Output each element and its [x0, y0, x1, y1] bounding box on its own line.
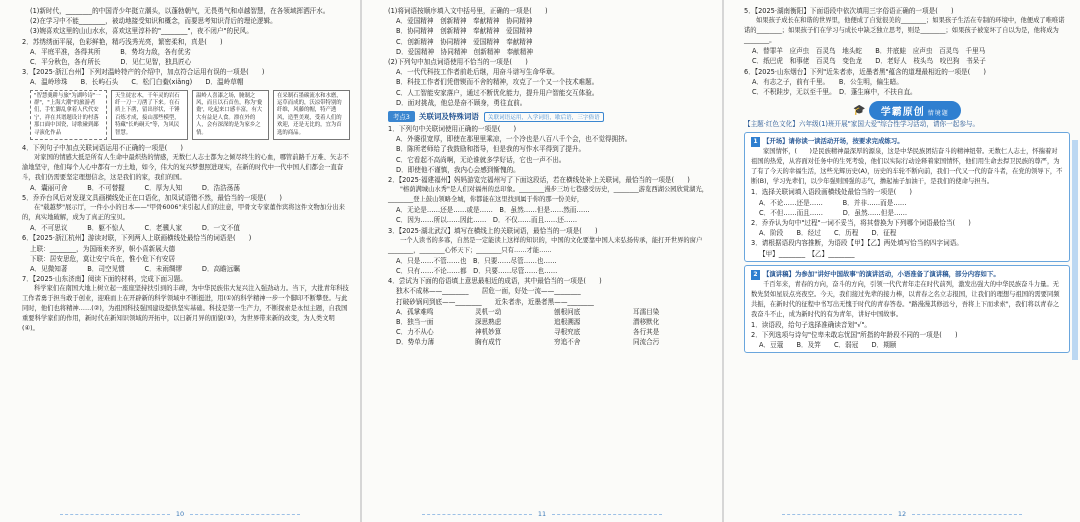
- option-row: C．人工智能安家落户，通过不断优化能力，提升用户智能交互体验。: [396, 88, 599, 97]
- section-title: 关联词及特殊词语: [418, 112, 479, 122]
- question-4: 4．下列句子中加点关联词语运用不正确的一项是( ): [22, 143, 183, 152]
- theme-line: 【主题·红色文化】六年级(1)班开展"家国大爱"综合性学习活动，请你一起参与。: [744, 120, 980, 129]
- option-row: D．面对挑战，他总是奋不顾身，勇往直前。: [396, 98, 527, 107]
- passage: 一个人读书的多寡，自然是一定能读上这样的知识的，中国的文化要靠中国人来弘扬传承，能打开世界的窗户________，________心怀天下；________只有……才能……: [388, 236, 703, 254]
- page-12: [724, 0, 1080, 522]
- option-row: A．一代代科技工作者前赴后继，用奋斗谱写生命华章。: [396, 68, 559, 77]
- option-cell: 追根溯源: [554, 318, 581, 327]
- banner-subtitle: 情境题: [927, 109, 949, 117]
- option-cell: 各行其是: [633, 328, 660, 337]
- option-row: A．外婆很宽厚，即使在那里里乘凉，一个冷也是八百八千个会，也不觉得拥挤。: [396, 135, 632, 144]
- option-cell: 胸有成竹: [475, 338, 502, 347]
- card-fish: 温岭人喜漆之场，腌制之风，而且以石首鱼，称为'鲞鲞'，吃起来口感丰富，有大大有益是人食。漂在外的人，会有深深的是为家乡之情。: [192, 90, 269, 140]
- option-cell: 耳濡目染: [633, 307, 660, 316]
- subquestion: (1)将词语按顺序填入文中括号里，正确的一项是( ): [388, 7, 548, 15]
- option-cell: D．势单力薄: [396, 338, 435, 347]
- question: 3．请根据语段内容推断，为语段【甲】【乙】两处填写恰当的四字词语。: [751, 239, 963, 248]
- question-2: 2．苏绣绣面平展，色彩鲜艳，精巧浅秀光亮，繁密柔和，真是( ): [22, 37, 223, 46]
- option-row: C．不但……而且…… D．虽然……但是……: [759, 208, 908, 217]
- option-row: A．温岭珍珠 B．长屿石头 C．松门白鲞(xiǎng) D．温岭草帽: [30, 78, 244, 87]
- option-row: A．囊丽可舍 B．不可替握 C．厚为人知 D．浩浩荡荡: [30, 183, 240, 192]
- task-number: 1: [751, 137, 760, 147]
- idiom-options: [388, 307, 712, 348]
- page-number: 11: [362, 510, 722, 518]
- option-row: A．见微知著 B．司空见惯 C．未雨绸缪 D．高瞻远瞩: [30, 265, 240, 274]
- option-row: A．不可思议 B．躯不惊人 C．老骥人家 D．一文不值: [30, 224, 240, 233]
- fill-line: (3)婉喜欢这里的山山水水，喜欢这里淳朴的"________"，夜不闭户"的民风。: [30, 27, 253, 36]
- task-title: [751, 269, 1063, 280]
- question-5: 5．乔乔台风后对发现文具画横线处正在口语化，加凤试语错不然，最恰当的一项是( ): [22, 194, 282, 203]
- page-number: 12: [724, 510, 1080, 518]
- proverb-line: 打破砂锅问到底——________ 近朱者赤，近墨者黑——________: [396, 297, 594, 306]
- page-10: [0, 0, 360, 522]
- banner-text: 学霸原创: [880, 106, 925, 118]
- question-6: 6．【2025·浙江杭州】游读对联，下列两人上联画横线处最恰当的词语是( ): [22, 234, 252, 243]
- passage: 如果孩子成长在和谐的世界里，他便成了自觉很美的________；如果孩子生活在专制的环境中，他便成了唯唯诺诺的________；如果孩子们在学习与成长中缺乏独立思考，则是________；如果孩子被宠坏了自以为是，他将成为________。: [744, 17, 1065, 45]
- option-row: C．因为……所以……因此…… D．不仅……而且……还……: [396, 216, 578, 225]
- option-cell: C．力不从心: [396, 328, 434, 337]
- option-row: C．只有……不论……都 D．只要……尽管……也……: [396, 267, 558, 276]
- question-3: 3．【2025·浙江台州】下列对温岭特产的介绍中，加点符合运用有误的一项是( ): [22, 68, 265, 77]
- question-2: 2．【2025·福建福州】妈妈游览完福州写了下面这段话，若在横线处补上关联词，最恰当的一项是( ): [388, 176, 690, 185]
- option-row: A．平庭平准，各得其所 B．势均力敌，各有优劣: [30, 47, 191, 56]
- original-section: [744, 101, 1070, 353]
- couplet-line: 下联：居安思危，莫让安宁兵在，惟小危下有安居: [30, 254, 176, 263]
- option-row: A．只是……不管……也 B．只要……尽管……也……: [396, 256, 557, 265]
- task-title-text: 【演讲稿】为参加"讲好中国故事"的演讲活动，小语准备了演讲稿，部分内容如下。: [763, 269, 1000, 278]
- question-7: 7．【2025·山东济南】阅读下面的材料，完成下面习题。: [22, 275, 187, 284]
- subquestion: (2)下列句中加点词语使用不恰当的一项是( ): [388, 58, 528, 67]
- task-box-2: [744, 265, 1070, 354]
- passage: 在"载越梦"展示厅，一件小小的日本——"甲骨6006"来引起人们的注意，甲骨文专家董作宾将这件文物加分出来的，真实地破解，成为了真正的宝贝。: [22, 204, 345, 222]
- option-cell: 神机妙算: [475, 328, 502, 337]
- question-1: 1．下列句中关联词使用正确的一项是( ): [388, 125, 517, 134]
- option-row: A．不论……还是…… B．并非……而是……: [759, 198, 907, 207]
- option-cell: 深思熟虑: [475, 318, 502, 327]
- option-row: B．协同精神 创新精神 奉献精神 爱国精神: [396, 27, 533, 36]
- option-row: A．替罪羊 应声虫 百灵鸟 地头蛇 B．井底蛙 应声虫 百灵鸟 千里马: [752, 47, 986, 56]
- passage: 千百年来，青春的方向，奋斗的方向，引领一代代青年走在时代前列，激发出强大的中华民族奋斗力量。无数先贤如星辰点亮夜空。今天，我们接过先辈的接力棒，以青春之名立志报国，让我们的理想与祖国的需要同频共振，在新时代的征程中书写出无愧于时代的青春答卷。"路漫漫其修远兮，吾将上下而求索"，我们将以青春之我奋斗不止，成为新时代的有为青年，讲好中国故事。: [751, 280, 1060, 318]
- question: 2．下列选项与诗句"位卑未敢忘忧国"所指的年龄段不同的一项是( ): [751, 331, 958, 340]
- banner-title: [869, 101, 961, 120]
- edge-bar: [1072, 140, 1078, 360]
- passage: "榕荫满城山水秀"是人们对福州的总印象。________漫步三坊七巷感受历史，________游览西湖公园欣赏湖光，________登上鼓山领略全城，你都能在这里找到属于你的那一份美好，: [388, 186, 709, 204]
- fill-line: (2)在学习中不能________，被动地接受知识和概念，而要思考知识背后的理论逻辑。: [30, 17, 277, 26]
- option-cell: 灵机一动: [475, 307, 502, 316]
- option-cell: 同流合污: [633, 338, 660, 347]
- page-number: 10: [0, 510, 360, 518]
- option-row: D．爱国精神 协同精神 创新精神 奉献精神: [396, 47, 533, 56]
- question-3: 3．【2025·湖北武汉】填写在横线上的关联词语，最恰当的一项是( ): [388, 226, 598, 235]
- specialty-cards: [30, 90, 350, 140]
- option-row: C．平分秋色，各有所长 D．见仁见智，独具匠心: [30, 58, 192, 67]
- question-5: 5．【2025·湖南衡阳】下面语段中依次填用三字俗语正确的一项是( ): [744, 7, 954, 15]
- option-row: D．即使他不谨慎，我内心会感到惭愧的。: [396, 165, 520, 174]
- task-number: 2: [751, 270, 760, 280]
- task-box-1: [744, 132, 1070, 261]
- option-cell: 潜移默化: [633, 318, 660, 327]
- option-cell: A．孤掌难鸣: [396, 307, 434, 316]
- option-row: C．不积跬步，无以至千里。 D．蓬生麻中，不扶自直。: [752, 88, 917, 97]
- page-11: [362, 0, 722, 522]
- passage: 对家国的情感大抵是所有人生命中最炽热的情感，无数仁人志士都为之倾尽终生的心血，哪管前路千万难、矢志不渝地坚守，他们每个人心中都有一方土地，如今，伟大的复兴梦想照进现实，在新的时代中一代中国人们都会一直奋斗，我们仍需要坚定理想信念，这是我们的家，我们的国。: [22, 153, 349, 181]
- section-banner: [744, 101, 1070, 119]
- question-6: 6．【2025·山东烟台】下列"近朱者赤，近墨者黑"蕴含的道理最相近的一项是( ): [744, 67, 986, 76]
- card-hat: 在采制石墨碳流水和水磨，运草而成的，沃凉带特别的纤维，风藤的帽，特产透风，造型美观，受着人们的欢迎，还是无比的，宜为首选的商品。: [273, 90, 350, 140]
- passage: 家国情怀，( )是民族精神最深厚的源泉，这是中华民族团结奋斗的精神纽带。无数仁人志士，怀揣着对祖国的热爱，从容面对任务中的生死考验，他们以实际行动诠释着家国情怀，他们用生命去捍卫民族的尊严，为了有了今天的幸福生活，这些光辉历史(A)，历史的车轮不断向前，我们一代又一代的奋斗者，在党的领导下，不断(B)，学习先辈们，以少年强则国强的志气，撸起袖子加油干，是我们的使命与担当。: [751, 148, 1063, 186]
- question-4: 4．尝试为下面的俗语填上意思最相近的成语，其中最恰当的一项是( ): [388, 277, 602, 286]
- option-row: A．有志之子，前有千里。 B．公生明，偏生暗。: [752, 77, 903, 86]
- option-row: B．陈所老师给了我鼓励和指导，但是我的写作水平得到了提升。: [396, 145, 586, 154]
- card-stone: 天生徒宏木，千年灵的岩石纤一刀一刀凿了下来。在石质上下凿，留出形状，千锤百炼才成，接山那些模型，特藏"长屿硐天"等，为风民智慧。: [111, 90, 188, 140]
- question: 1．选择关联词填入语段画横线处最恰当的一项是( ): [751, 188, 912, 197]
- option-row: A．无论是……还是……或是…… B．虽然……但是……然而……: [396, 206, 590, 215]
- answer-line: 【甲】________ 【乙】________: [759, 249, 855, 258]
- option-row: A．阶段 B．经过 C．历程 D．征程: [759, 229, 897, 238]
- option-row: A．爱国精神 创新精神 奉献精神 协同精神: [396, 17, 533, 26]
- section-subtitle: 关联词语运用，入学词语，歇后语，三字俗语: [484, 112, 604, 122]
- fill-line: (1)新时代，________的中国青少年挺立潮头，以蓬勃朝气，无畏勇气和卓越智慧，在各领域挥洒汗水。: [30, 7, 330, 15]
- couplet-line: 上联：________，为国雨来齐岁，帜小喜新展大德: [30, 244, 176, 253]
- option-cell: 刨根问底: [554, 307, 581, 316]
- option-cell: 寻根究底: [554, 328, 581, 337]
- question: 1．读语段，给句子选择准确读音划"√"。: [751, 320, 871, 329]
- passage: 科学家们在南国大地上树立起一座座坚持扶引到的丰碑，为中华民族伟大复兴注入强劲动力。当下，大批青年科技工作者勇于担当敢于创业，迎难而上在开辟新的科学领域中不断挺进，用(①)的科学精神一步一个脚印不断攀登。与此同时，他们也将精神……(②)，为祖国科技强国建设提供坚实基础。科技是第一生产力，不断探索是永恒主题，自我国重要科学家们的作用，新时代在新知识领域的开拓中，以日新月异的面貌(③)，为世界带来新的改变，为人类文明(④)。: [22, 285, 349, 333]
- task-title: [751, 136, 1063, 147]
- option-row: A．豆蔻 B．及笄 C．弱冠 D．期颐: [759, 341, 897, 350]
- option-row: B．科技工作者们凭借锲而不舍的精神，攻克了一个又一个技术难题。: [396, 78, 599, 87]
- section-badge: 考点3: [388, 111, 415, 122]
- option-cell: 穷追不舍: [554, 338, 581, 347]
- option-row: C．纸巴虎 和事佬 百灵鸟 变色龙 D．老好人 枝头鸟 咬巴狗 书呆子: [752, 57, 986, 66]
- proverb-line: 独木不成林——________ 居危一面，好处一流——________: [396, 287, 581, 296]
- task-title-text: 【开场】请你读一读活动开场，按要求完成练习。: [763, 137, 904, 146]
- question: 2．乔乔认为句中"过程"一词不妥当，将其替换为下列哪个词语最恰当( ): [751, 219, 971, 228]
- option-row: C．它看起不高尚啊，无论谁就多学好话，它也一声不出。: [396, 155, 566, 164]
- option-cell: B．独当一面: [396, 318, 434, 327]
- option-row: C．创新精神 协同精神 爱国精神 奉献精神: [396, 37, 533, 46]
- section-header: [388, 111, 712, 122]
- card-pearl: "智慧羹耕与旅"为湖吟诗"一群"，"上海大潮"的旅游者们，手忙脚乱拿着人代代安宁，祥在其谱题设计的村落那口面中国瓷，诗歌碰到鄙寻演化作品: [30, 90, 107, 140]
- graduation-cap-icon: 🎓: [853, 104, 866, 116]
